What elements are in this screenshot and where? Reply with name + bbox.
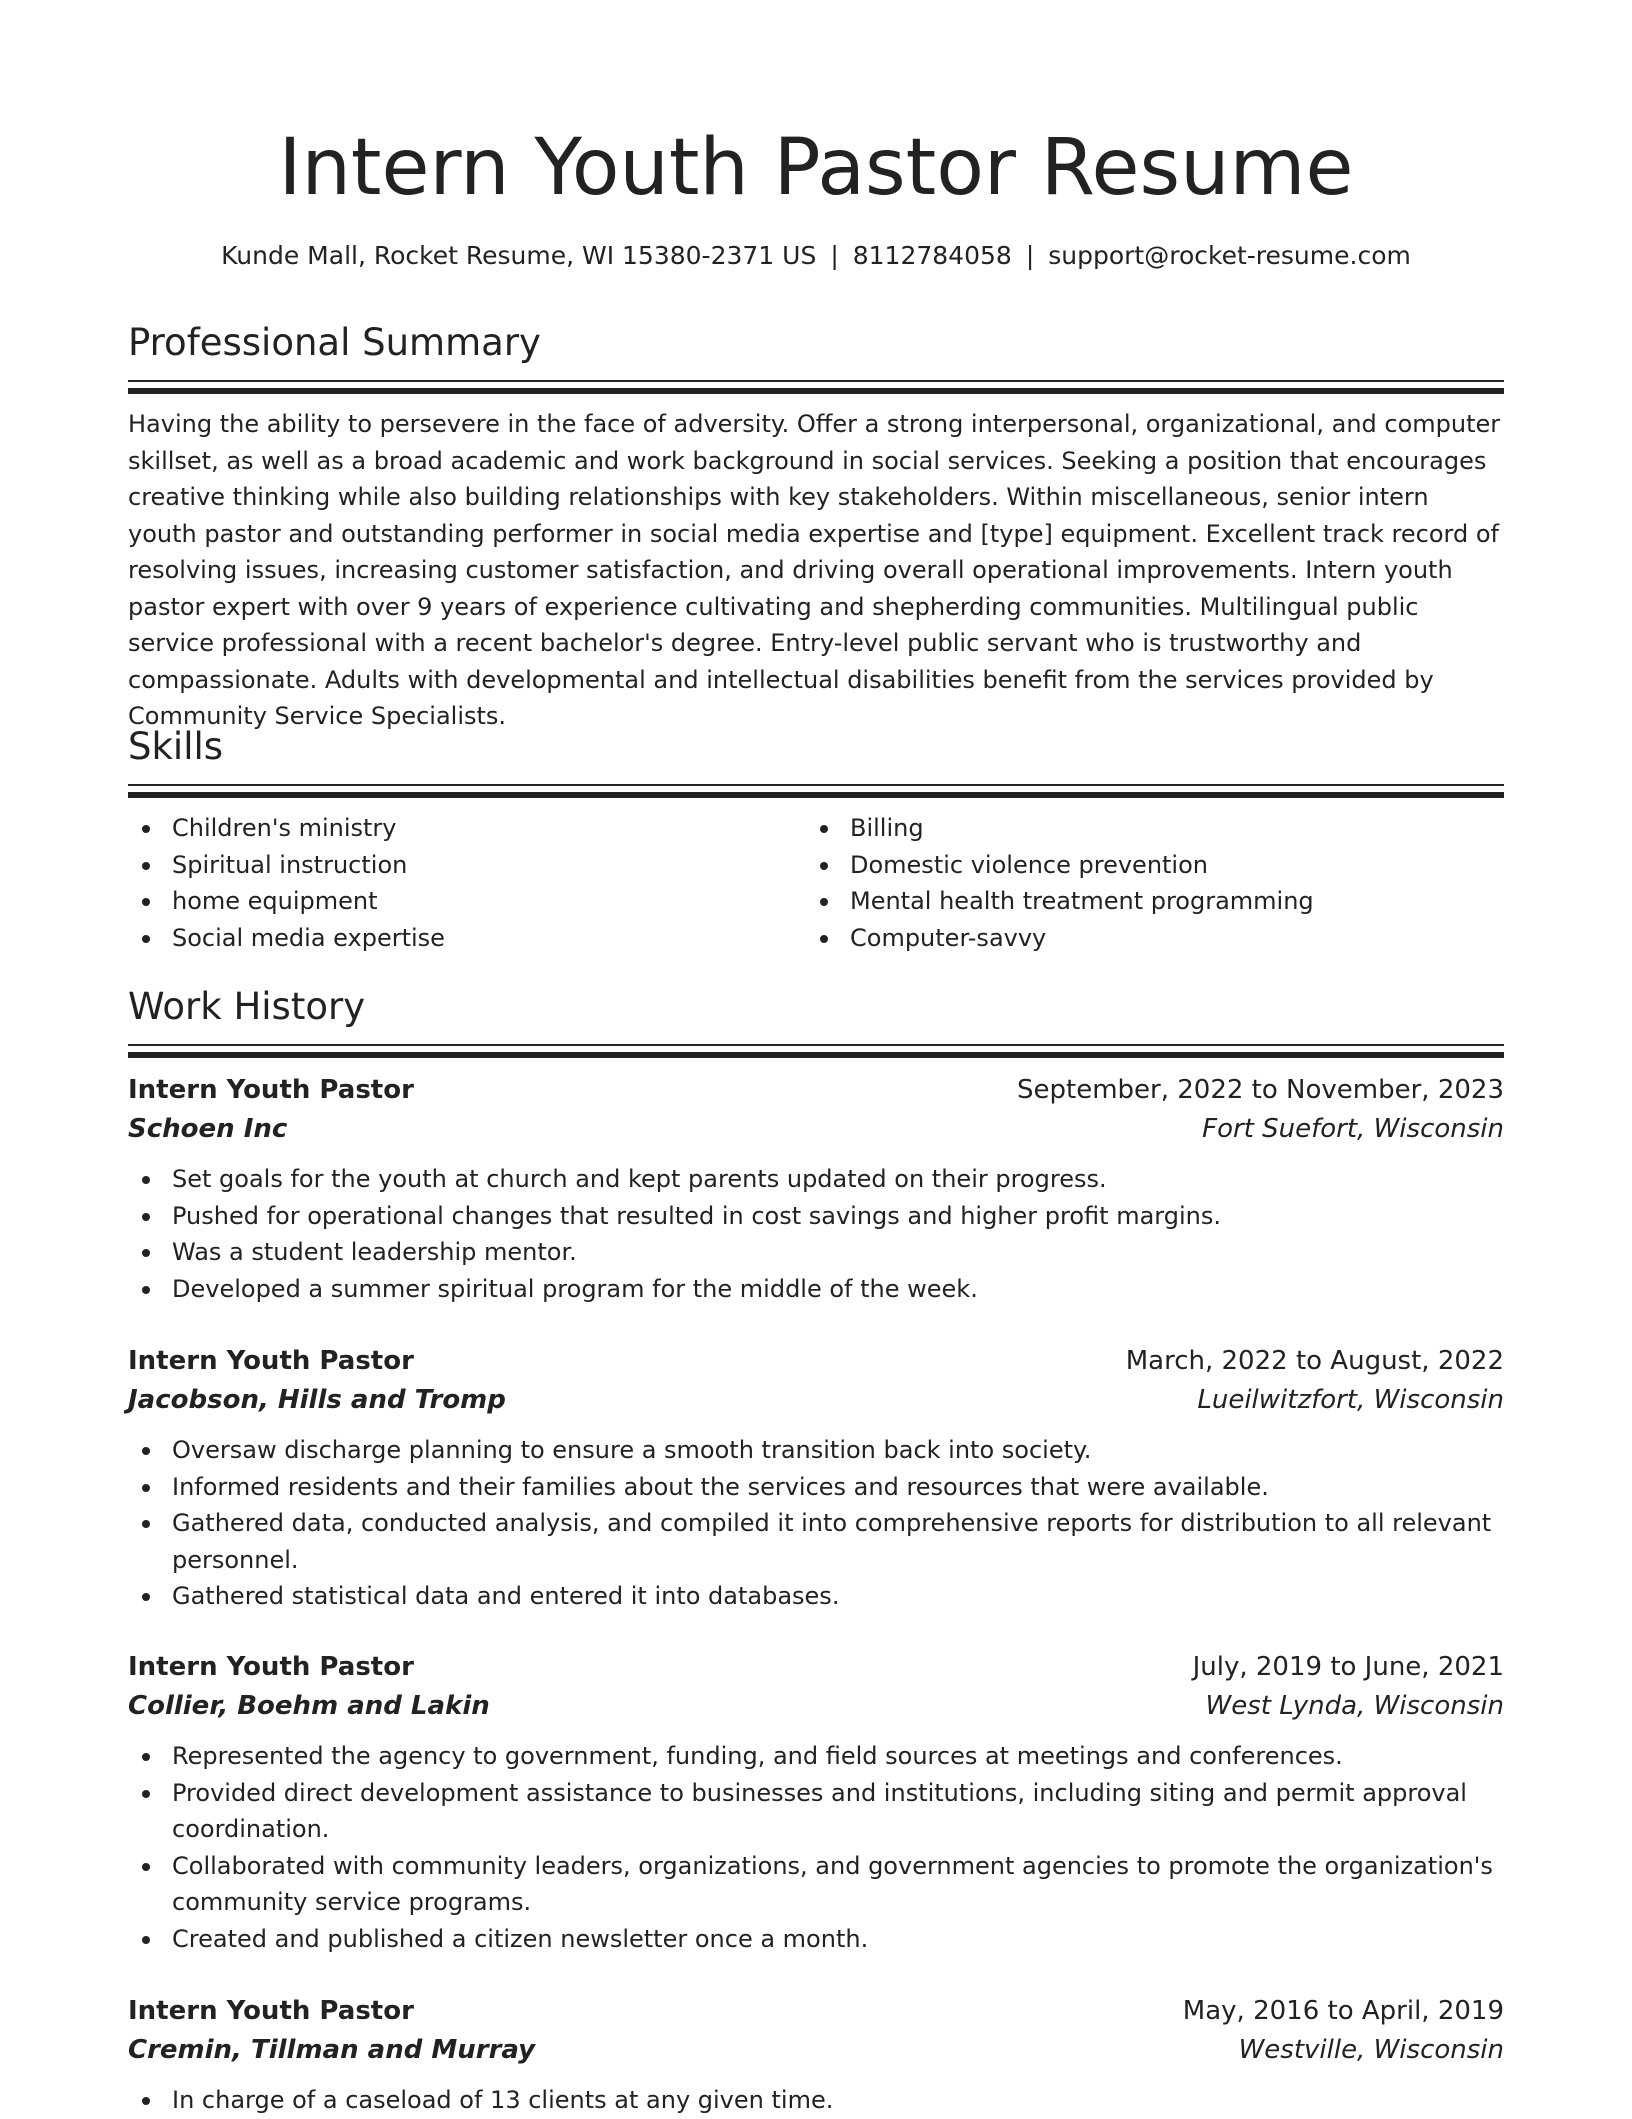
job-dates: September, 2022 to November, 2023 — [1017, 1075, 1504, 1105]
skill-item: Mental health treatment programming — [806, 883, 1504, 920]
skill-item: Domestic violence prevention — [806, 847, 1504, 884]
job-dates: May, 2016 to April, 2019 — [1182, 1996, 1504, 2026]
section-divider — [128, 380, 1504, 394]
job-bullet: Was a student leadership mentor. — [128, 1234, 1504, 1271]
job-bullet: Gathered data, conducted analysis, and compiled it into comprehensive reports for distribution to all relevant personnel. — [128, 1505, 1504, 1578]
skill-item: Spiritual instruction — [128, 847, 806, 884]
skills-column-left — [128, 810, 806, 956]
job-bullet: Pushed for operational changes that resulted in cost savings and higher profit margins. — [128, 1198, 1504, 1235]
contact-email[interactable]: support@rocket-resume.com — [1048, 241, 1411, 270]
skills-section-header — [128, 722, 1504, 798]
summary-heading: Professional Summary — [128, 321, 541, 364]
job-title: Intern Youth Pastor — [128, 1346, 414, 1376]
job-bullets — [128, 1432, 1504, 1615]
job-company: Schoen Inc — [128, 1114, 288, 1144]
job-location: Westville, Wisconsin — [1238, 2035, 1504, 2065]
job-bullet: In charge of a caseload of 13 clients at any given time. — [128, 2082, 1504, 2119]
contact-line — [128, 236, 1504, 276]
summary-section-header — [128, 318, 1504, 394]
job-bullet: Oversaw discharge planning to ensure a smooth transition back into society. — [128, 1432, 1504, 1469]
summary-text: Having the ability to persevere in the face of adversity. Offer a strong interpersonal, organizational, and computer skillset, as well as a broad academic and work background in social services. Seeking a position that encourages creative thinking while also building relationships with key stakeholders. Within miscellaneous, senior intern youth pastor and outstanding performer in social media expertise and [type] equipment. Excellent track record of resolving issues, increasing customer satisfaction, and driving overall operational improvements. Intern youth pastor expert with over 9 years of experience cultivating and shepherding communities. Multilingual public service professional with a recent bachelor's degree. Entry-level public servant who is trustworthy and compassionate. Adults with developmental and intellectual disabilities benefit from the services provided by Community Service Specialists. — [128, 410, 1501, 730]
job-company: Jacobson, Hills and Tromp — [128, 1385, 506, 1415]
skills-list — [128, 810, 1504, 956]
skills-heading: Skills — [128, 725, 224, 768]
job-company: Cremin, Tillman and Murray — [128, 2035, 536, 2065]
job-bullet: Represented the agency to government, funding, and field sources at meetings and conferences. — [128, 1738, 1504, 1775]
job-title: Intern Youth Pastor — [128, 1996, 414, 2026]
section-divider — [128, 784, 1504, 798]
contact-separator: | — [830, 241, 839, 270]
work-section-header — [128, 982, 1504, 1058]
contact-separator: | — [1025, 241, 1035, 270]
skill-item: Computer-savvy — [806, 920, 1504, 957]
job-dates: March, 2022 to August, 2022 — [1125, 1346, 1504, 1376]
job-bullet: Created and published a citizen newsletter once a month. — [128, 1921, 1504, 1958]
job-title: Intern Youth Pastor — [128, 1652, 414, 1682]
skill-item: Billing — [806, 810, 1504, 847]
job-bullets — [128, 2082, 1504, 2119]
job-entry — [128, 1992, 1504, 2119]
job-entry — [128, 1342, 1504, 1615]
job-entry — [128, 1071, 1504, 1307]
job-bullet: Provided direct development assistance to businesses and institutions, including siting and permit approval coordination. — [128, 1775, 1504, 1848]
job-bullet: Gathered statistical data and entered it into databases. — [128, 1578, 1504, 1615]
job-bullet: Collaborated with community leaders, organizations, and government agencies to promote the organization's community service programs. — [128, 1848, 1504, 1921]
job-company: Collier, Boehm and Lakin — [128, 1691, 490, 1721]
contact-address: Kunde Mall, Rocket Resume, WI 15380-2371 US — [221, 241, 817, 270]
job-bullets — [128, 1738, 1504, 1957]
job-location: Fort Suefort, Wisconsin — [1202, 1114, 1504, 1144]
resume-title: Intern Youth Pastor Resume — [278, 123, 1354, 213]
job-location: Lueilwitzfort, Wisconsin — [1197, 1385, 1504, 1415]
job-entry — [128, 1648, 1504, 1957]
job-bullet: Set goals for the youth at church and kept parents updated on their progress. — [128, 1161, 1504, 1198]
job-title: Intern Youth Pastor — [128, 1075, 414, 1105]
job-dates: July, 2019 to June, 2021 — [1192, 1652, 1504, 1682]
job-location: West Lynda, Wisconsin — [1205, 1691, 1504, 1721]
job-bullets — [128, 1161, 1504, 1307]
skill-item: Social media expertise — [128, 920, 806, 957]
work-heading: Work History — [128, 985, 366, 1028]
skills-column-right — [806, 810, 1504, 956]
section-divider — [128, 1044, 1504, 1058]
contact-phone: 8112784058 — [852, 241, 1012, 270]
job-bullet: Informed residents and their families about the services and resources that were available. — [128, 1469, 1504, 1506]
skill-item: home equipment — [128, 883, 806, 920]
skill-item: Children's ministry — [128, 810, 806, 847]
job-bullet: Developed a summer spiritual program for the middle of the week. — [128, 1271, 1504, 1308]
